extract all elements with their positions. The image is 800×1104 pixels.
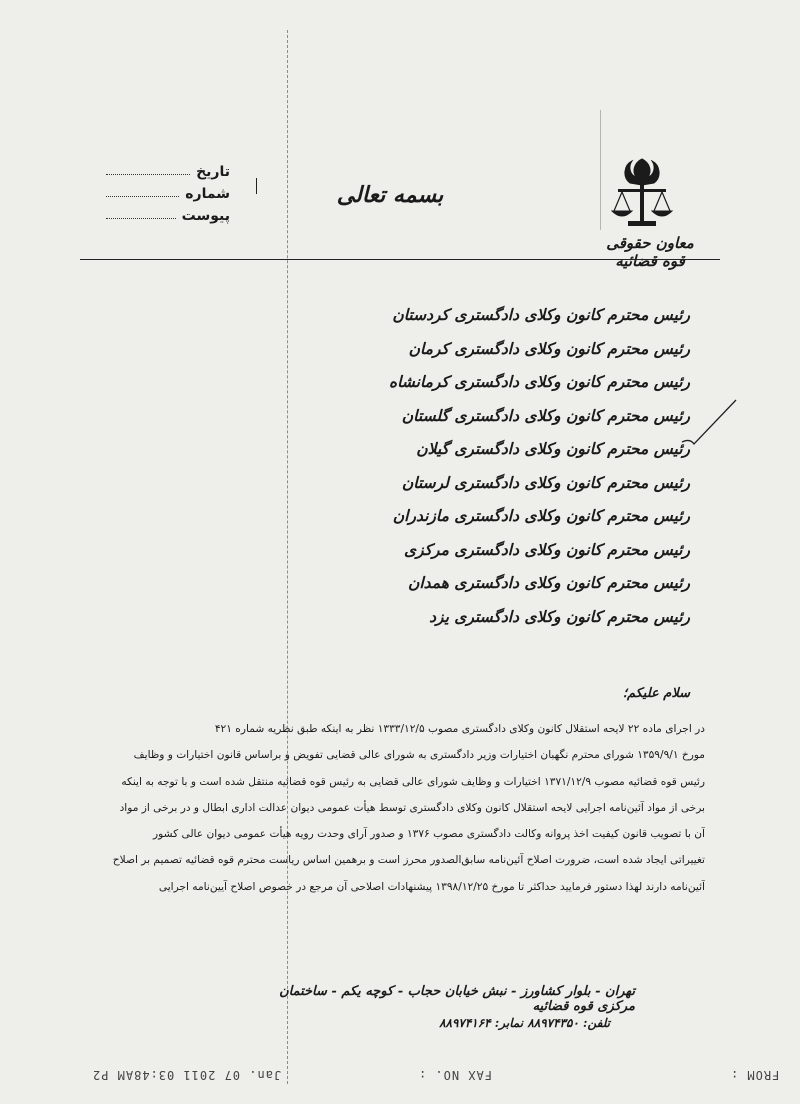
margin-mark xyxy=(256,178,257,194)
recipient-line: رئیس محترم کانون وکلای دادگستری گلستان xyxy=(401,405,690,425)
recipient-line: رئیس محترم کانون وکلای دادگستری کردستان xyxy=(392,305,690,324)
number-field xyxy=(106,196,179,197)
date-row xyxy=(100,158,230,180)
fold-line xyxy=(287,30,288,1084)
body-line: در اجرای ماده ۲۲ لایحه استقلال کانون وکلای دادگستری مصوب ۱۳۳۳/۱۲/۵ نظر به اینکه طبق نظریه شماره ۴۲۱ xyxy=(214,723,705,735)
letter-body xyxy=(105,716,705,900)
recipient-line: رئیس محترم کانون وکلای دادگستری مازندران xyxy=(392,506,690,525)
footer-address: تهران - بلوار کشاورز - نبش خیابان حجاب - کوچه یکم - ساختمان مرکزی قوه قضائیه xyxy=(279,984,635,1014)
fax-datetime: Jan. 07 2011 03:48AM P2 xyxy=(92,1068,282,1082)
date-label: تاریخ xyxy=(196,164,230,180)
number-label: شماره xyxy=(185,186,230,202)
organization-name: معاون حقوقی قوه قضائیه xyxy=(606,234,694,270)
handwritten-check-icon xyxy=(680,398,740,448)
greeting: سلام علیکم؛ xyxy=(622,686,690,701)
body-line: مورخ ۱۳۵۹/۹/۱ شورای محترم نگهبان اختیارات وزیر دادگستری به شورای عالی قضایی تفویض و براساس قانون اختیارات و وظایف xyxy=(133,749,705,762)
attachment-field xyxy=(106,218,176,219)
date-field xyxy=(106,174,190,175)
header-rule xyxy=(80,259,720,260)
footer-phones: تلفن: ۸۸۹۷۴۳۵۰ نمابر: ۸۸۹۷۴۱۶۴ xyxy=(439,1016,610,1030)
recipient-line: رئیس محترم کانون وکلای دادگستری کرمانشاه xyxy=(388,372,690,391)
fax-header xyxy=(0,1068,800,1098)
body-line: آئین‌نامه دارند لهذا دستور فرمایید حداکثر تا مورخ ۱۳۹۸/۱۲/۲۵ پیشنهادات اصلاحی آن مرجع در خصوص اصلاح آیین‌نامه اجرایی xyxy=(158,880,705,893)
recipient-line: رئیس محترم کانون وکلای دادگستری مرکزی xyxy=(403,539,690,559)
attachment-row xyxy=(100,202,230,224)
fax-number: FAX NO. : xyxy=(418,1068,493,1082)
header-divider xyxy=(600,110,601,230)
number-row xyxy=(100,180,230,202)
recipient-line: رئیس محترم کانون وکلای دادگستری لرستان xyxy=(401,472,690,492)
body-line: آن با تصویب قانون کیفیت اخذ پروانه وکالت دادگستری مصوب ۱۳۷۶ و صدور آرای وحدت رویه هیأت عمومی دیوان عالی کشور xyxy=(153,828,705,841)
attachment-label: پیوست xyxy=(181,208,230,224)
letter-meta xyxy=(100,158,230,224)
recipient-list xyxy=(388,298,690,633)
body-line: رئیس قوه قضائیه مصوب ۱۳۷۱/۱۲/۹ اختیارات و وظایف شورای عالی قضایی به رئیس قوه قضائیه منتقل شده است و با توجه به اینکه xyxy=(121,775,705,788)
recipient-line: رئیس محترم کانون وکلای دادگستری گیلان xyxy=(416,439,690,458)
recipient-line: رئیس محترم کانون وکلای دادگستری کرمان xyxy=(408,338,690,358)
recipient-line: رئیس محترم کانون وکلای دادگستری یزد xyxy=(429,606,690,626)
basmala-heading: بسمه تعالی xyxy=(336,182,444,208)
fax-from: FROM : xyxy=(730,1068,780,1082)
recipient-line: رئیس محترم کانون وکلای دادگستری همدان xyxy=(407,573,690,592)
body-line: تغییراتی ایجاد شده است، ضرورت اصلاح آئین‌نامه سابق‌الصدور محرز است و برهمین اساس ریاست محترم قوه قضائیه تصمیم بر اصلاح xyxy=(112,854,705,867)
body-line: برخی از مواد آئین‌نامه اجرایی لایحه استقلال کانون وکلای دادگستری توسط هیأت عمومی دیوان عدالت اداری ابطال و در برخی از مواد xyxy=(119,801,705,814)
emblem-icon xyxy=(604,155,680,235)
